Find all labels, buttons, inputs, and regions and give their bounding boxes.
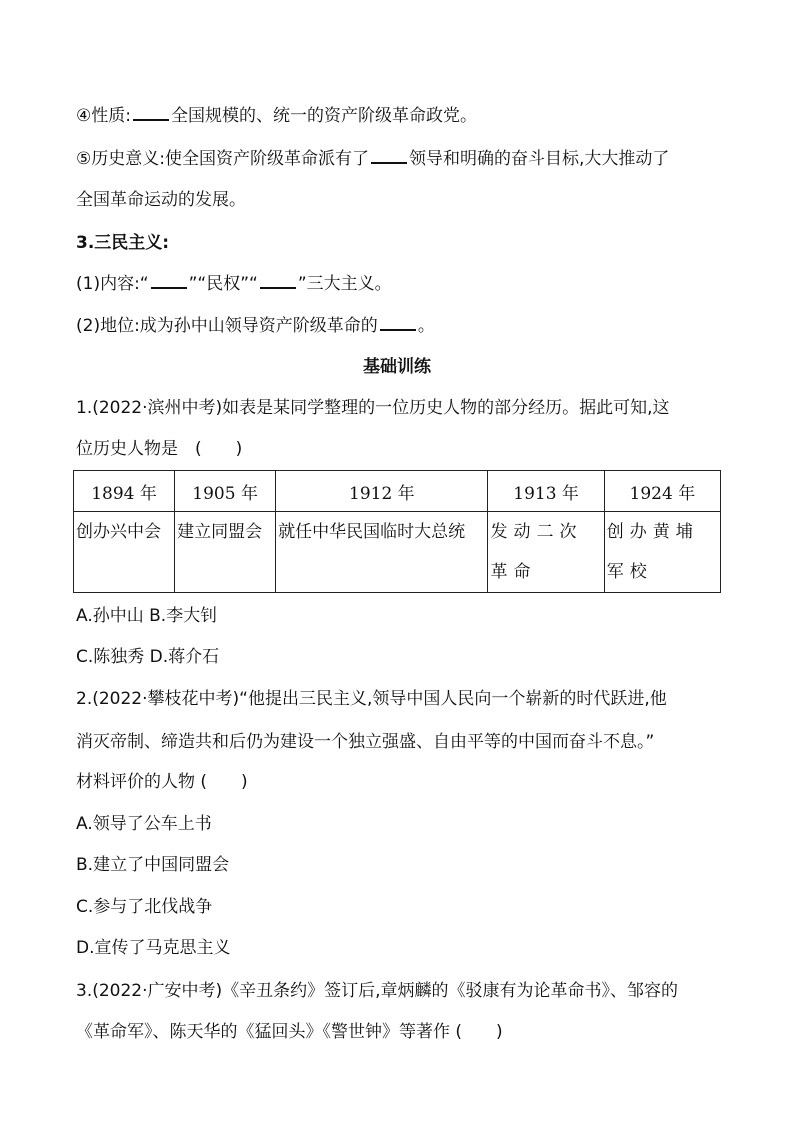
answer-blank[interactable] — [151, 273, 187, 289]
principles-status: (2)地位:成为孙中山领导资产阶级革命的 。 — [76, 316, 435, 336]
q2-option-c[interactable]: C.参与了北伐战争 — [76, 897, 213, 917]
item-significance: ⑤历史意义:使全国资产阶级革命派有了 领导和明确的奋斗目标,大大推动了 — [76, 149, 670, 169]
event-cell: 创办黄埔军校 — [604, 512, 720, 593]
event-cell: 发动二次革命 — [488, 512, 604, 593]
year-cell: 1894 年 — [74, 471, 175, 512]
item-nature: ④性质: 全国规模的、统一的资产阶级革命政党。 — [76, 106, 477, 126]
heading-three-principles: 3.三民主义: — [76, 233, 170, 253]
q1-stem-line2: 位历史人物是 ( ) — [76, 439, 243, 459]
section-title: 基础训练 — [363, 357, 431, 377]
principles-content: (1)内容:“ ”“民权”“ ”三大主义。 — [76, 274, 392, 294]
q2-stem-line3: 材料评价的人物 ( ) — [76, 772, 248, 792]
q2-stem-line1: 2.(2022·攀枝花中考)“他提出三民主义,领导中国人民向一个崭新的时代跃进,他 — [76, 689, 667, 709]
item-significance-line2: 全国革命运动的发展。 — [76, 190, 246, 210]
q2-option-b[interactable]: B.建立了中国同盟会 — [76, 855, 230, 875]
experience-table — [73, 470, 721, 593]
q1-stem-line1: 1.(2022·滨州中考)如表是某同学整理的一位历史人物的部分经历。据此可知,这 — [76, 398, 670, 418]
year-cell: 1905 年 — [175, 471, 276, 512]
answer-blank[interactable] — [133, 105, 169, 121]
table-row — [74, 512, 721, 593]
answer-blank[interactable] — [380, 315, 416, 331]
q2-option-d[interactable]: D.宣传了马克思主义 — [76, 938, 231, 958]
year-cell: 1912 年 — [276, 471, 488, 512]
event-cell: 就任中华民国临时大总统 — [276, 512, 488, 593]
q3-stem-line1: 3.(2022·广安中考)《辛丑条约》签订后,章炳麟的《驳康有为论革命书》、邹容的 — [76, 981, 679, 1001]
q1-options-ab[interactable]: A.孙中山 B.李大钊 — [76, 606, 218, 626]
table-header-row — [74, 471, 721, 512]
year-cell: 1924 年 — [604, 471, 720, 512]
answer-blank[interactable] — [260, 273, 296, 289]
event-cell: 创办兴中会 — [74, 512, 175, 593]
q3-stem-line2: 《革命军》、陈天华的《猛回头》《警世钟》等著作 ( ) — [76, 1022, 503, 1042]
year-cell: 1913 年 — [488, 471, 604, 512]
q2-option-a[interactable]: A.领导了公车上书 — [76, 814, 212, 834]
q1-options-cd[interactable]: C.陈独秀 D.蒋介石 — [76, 647, 220, 667]
event-cell: 建立同盟会 — [175, 512, 276, 593]
q2-stem-line2: 消灭帝制、缔造共和后仍为建设一个独立强盛、自由平等的中国而奋斗不息。” — [76, 732, 655, 752]
answer-blank[interactable] — [371, 148, 407, 164]
